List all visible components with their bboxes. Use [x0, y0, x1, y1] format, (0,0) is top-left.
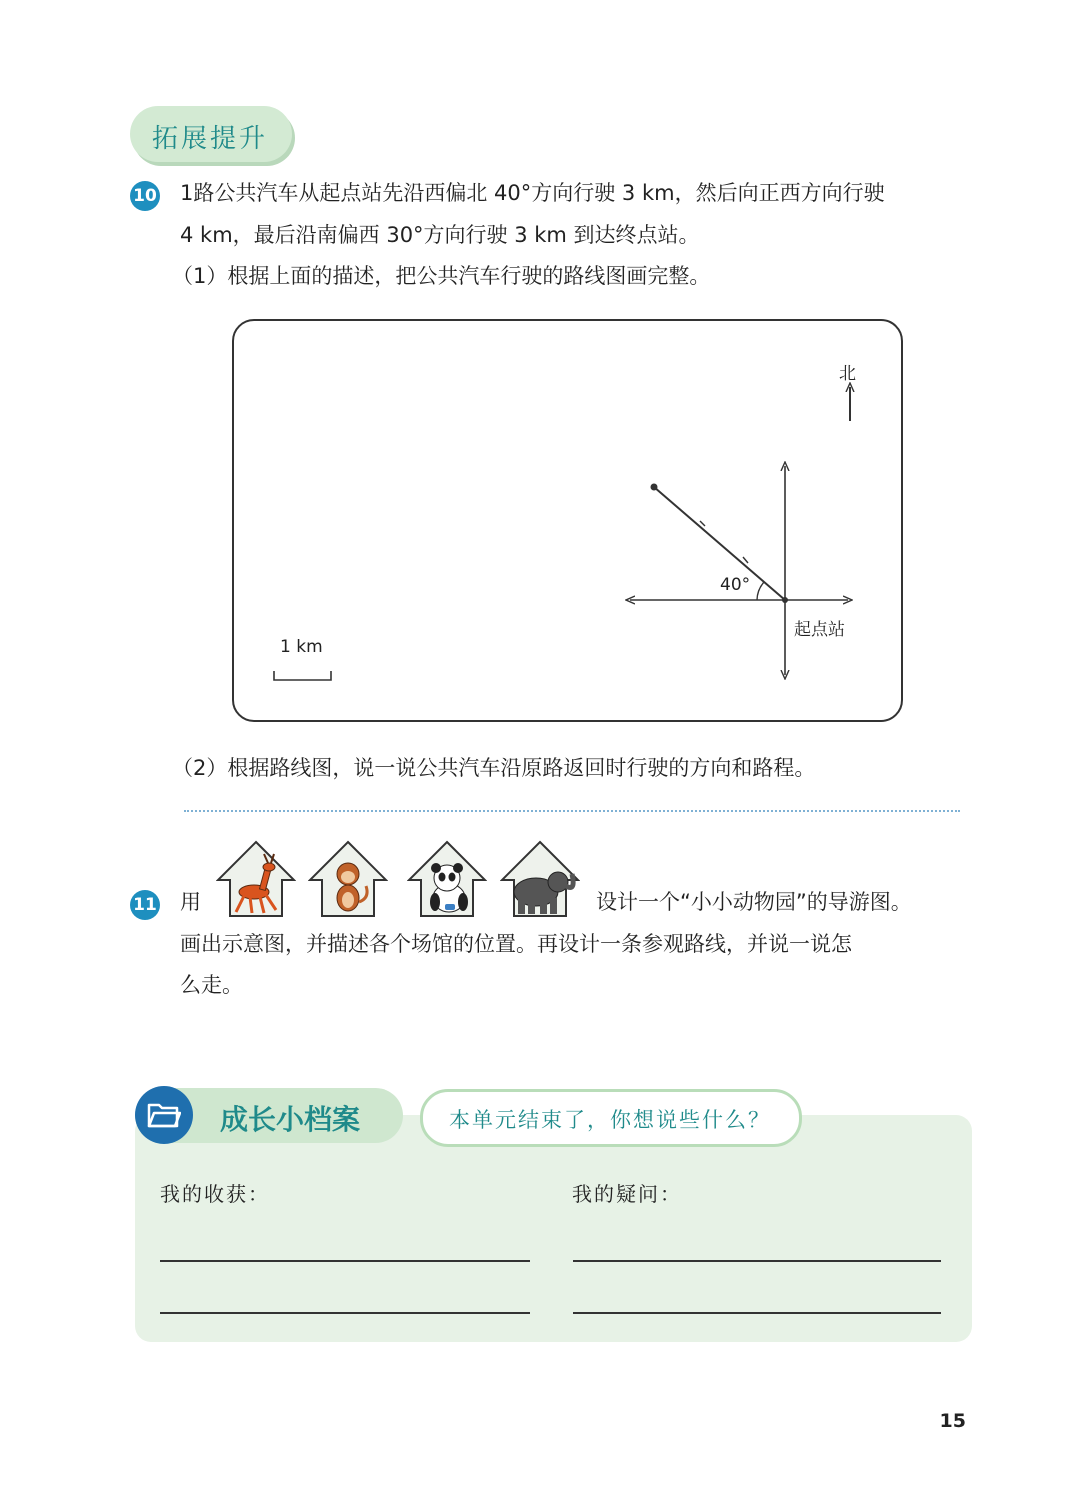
- angle-arc: [757, 582, 764, 600]
- question-10-number: 10: [130, 181, 160, 211]
- section-header-label: 拓展提升: [152, 124, 269, 154]
- route-map-drawing: [234, 321, 901, 720]
- questions-write-line-1[interactable]: [573, 1260, 941, 1262]
- speech-bubble: [420, 1089, 802, 1147]
- growth-archive-panel: [135, 1115, 972, 1342]
- question-11-suffix: 设计一个“小小动物园”的导游图。: [596, 890, 912, 914]
- page-number: 15: [939, 1410, 966, 1432]
- question-10-line-1: 1路公共汽车从起点站先沿西偏北 40°方向行驶 3 km，然后向正西方向行驶: [180, 181, 885, 205]
- route-point: [651, 484, 658, 491]
- gains-write-line-2[interactable]: [160, 1312, 530, 1314]
- section-header: [130, 106, 292, 162]
- elephant-house-icon: [500, 840, 580, 920]
- question-10-part-1: （1）根据上面的描述，把公共汽车行驶的路线图画完整。: [172, 264, 711, 288]
- growth-archive-title: 成长小档案: [220, 1103, 361, 1136]
- deer-house-icon: [216, 840, 296, 920]
- question-11-prefix: 用: [180, 890, 201, 914]
- questions-label: 我的疑问：: [572, 1182, 682, 1206]
- question-11-line-2: 画出示意图，并描述各个场馆的位置。再设计一条参观路线，并说一说怎: [180, 932, 852, 956]
- divider: [184, 810, 960, 812]
- start-point: [782, 597, 788, 603]
- folder-icon: [135, 1086, 193, 1144]
- start-station-label: 起点站: [794, 620, 845, 640]
- route-map: [232, 319, 903, 722]
- gains-label: 我的收获：: [160, 1182, 270, 1206]
- question-11-number: 11: [130, 890, 160, 920]
- gains-write-line-1[interactable]: [160, 1260, 530, 1262]
- scale-label: 1 km: [280, 637, 323, 657]
- angle-label: 40°: [720, 575, 751, 595]
- question-11-line-3: 么走。: [180, 973, 243, 997]
- scale-bar: [274, 671, 331, 680]
- question-10-part-2: （2）根据路线图，说一说公共汽车沿原路返回时行驶的方向和路程。: [172, 756, 816, 780]
- panda-house-icon: [407, 840, 487, 920]
- route-tick-2: [700, 521, 705, 526]
- speech-bubble-text: 本单元结束了，你想说些什么？: [449, 1108, 771, 1132]
- north-label: 北: [839, 364, 856, 384]
- questions-write-line-2[interactable]: [573, 1312, 941, 1314]
- monkey-house-icon: [308, 840, 388, 920]
- route-tick-1: [743, 557, 748, 563]
- question-10-line-2: 4 km，最后沿南偏西 30°方向行驶 3 km 到达终点站。: [180, 223, 700, 247]
